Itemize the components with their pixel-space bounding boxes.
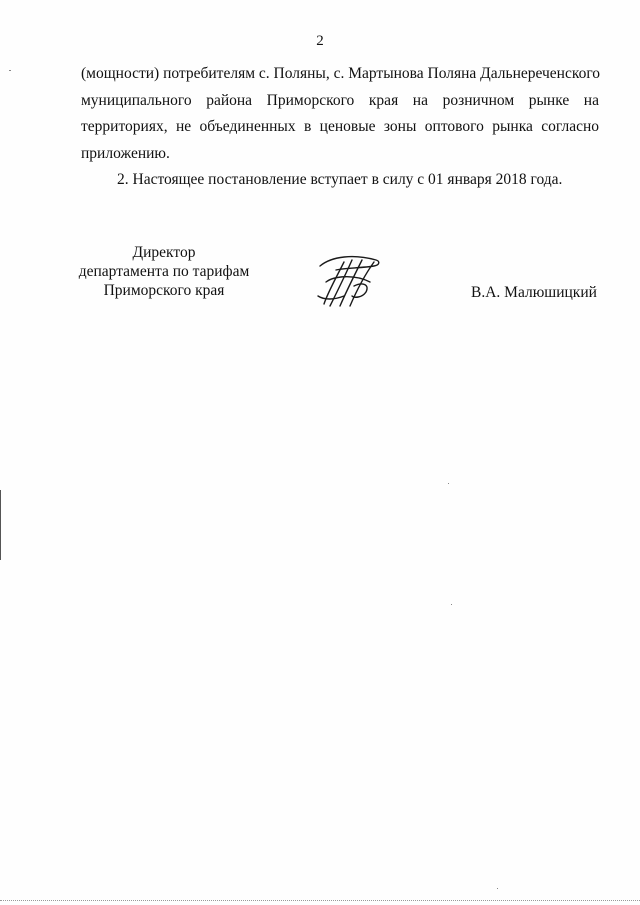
- signer-name: В.А. Малюшицкий: [471, 284, 597, 301]
- page-number: 2: [316, 33, 324, 49]
- scan-speck: [497, 888, 498, 889]
- signatory-title: [74, 243, 254, 300]
- paragraph-2: 2. Настоящее постановление вступает в силу с 01 января 2018 года.: [117, 171, 563, 188]
- scan-speck: [9, 70, 11, 71]
- paragraph-1: [81, 61, 599, 167]
- handwritten-signature: [314, 252, 384, 310]
- scan-speck: [451, 604, 452, 605]
- paragraph-1-line: территориях, не объединенных в ценовые зоны оптового рынка согласно: [81, 118, 599, 135]
- scan-speck: [448, 483, 449, 484]
- paragraph-1-line: приложению.: [81, 144, 170, 162]
- signatory-title-line: Приморского края: [103, 282, 225, 299]
- paragraph-1-line: муниципального района Приморского края на розничном рынке на: [81, 91, 599, 109]
- scan-bottom-edge: [0, 899, 640, 901]
- signatory-title-line: Директор: [132, 244, 196, 261]
- document-body: [81, 61, 599, 194]
- signatory-title-line: департамента по тарифам: [78, 263, 250, 280]
- scan-edge-line: [0, 490, 1, 560]
- paragraph-1-line: (мощности) потребителям с. Поляны, с. Мартынова Поляна Дальнереченского: [81, 65, 601, 82]
